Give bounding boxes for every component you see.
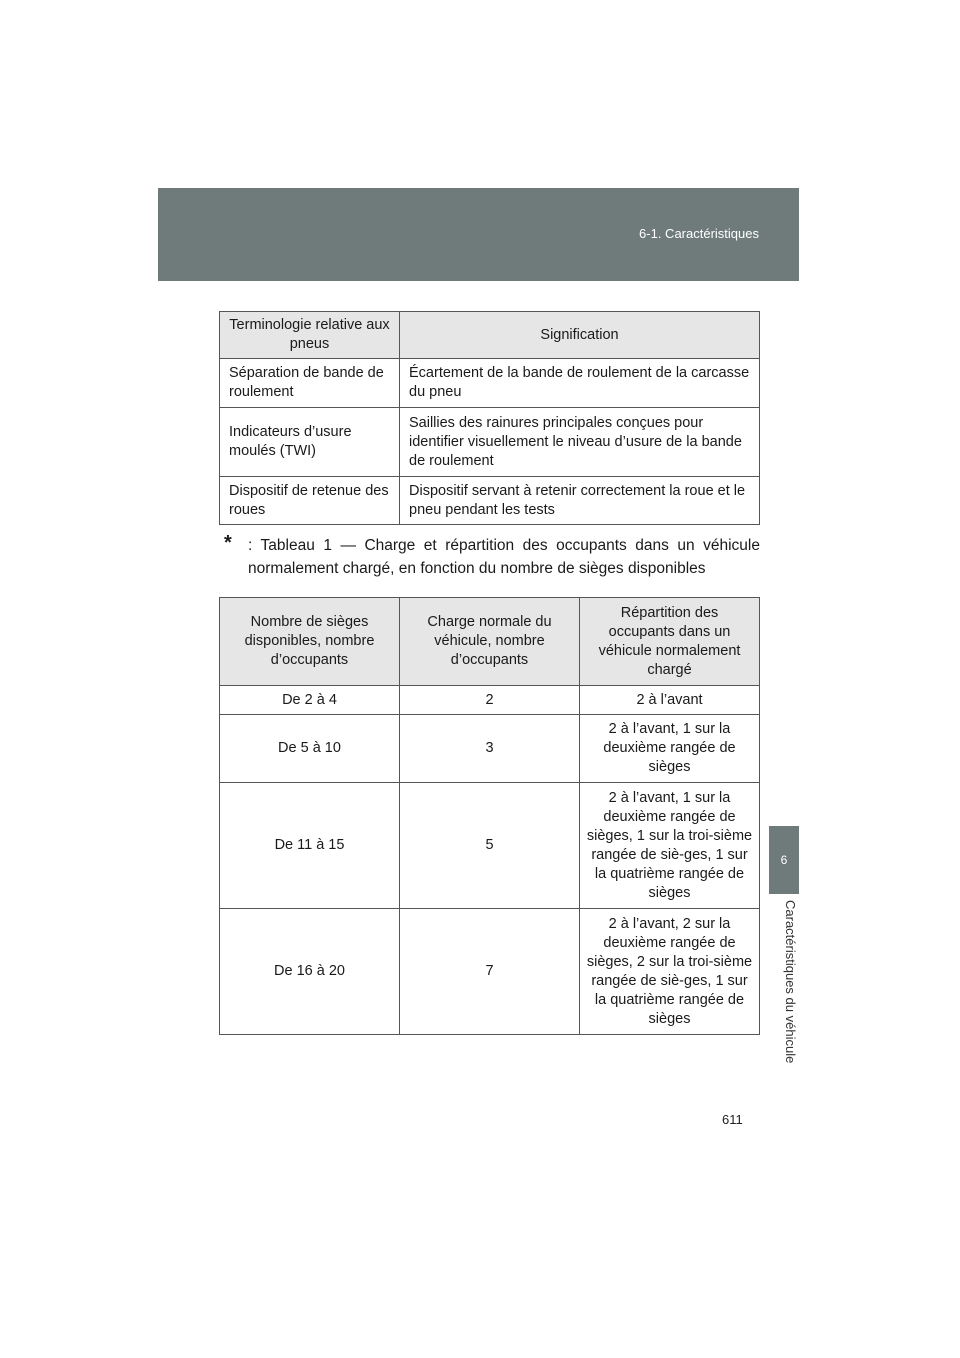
table-cell: Saillies des rainures principales conçues pour identifier visuellement le niveau d’usure de la bande de roulement	[400, 408, 760, 477]
table-cell: Écartement de la bande de roulement de la carcasse du pneu	[400, 359, 760, 408]
table-cell: De 2 à 4	[220, 686, 400, 715]
table-header-cell: Terminologie relative aux pneus	[220, 312, 400, 359]
table-header-row	[220, 312, 760, 359]
note-text: : Tableau 1 — Charge et répartition des occupants dans un véhicule normalement chargé, en fonction du nombre de sièges disponibles	[248, 537, 760, 577]
table-cell: 5	[400, 783, 580, 909]
table-cell: 2 à l’avant, 1 sur la deuxième rangée de sièges, 1 sur la troi-sième rangée de siè-ges, 1 sur la quatrième rangée de sièges	[580, 783, 760, 909]
table-cell: Dispositif de retenue des roues	[220, 477, 400, 525]
tire-terminology-table	[219, 311, 760, 525]
table-header-cell: Répartition des occupants dans un véhicule normalement chargé	[580, 598, 760, 686]
header-band	[158, 188, 799, 281]
table-cell: Séparation de bande de roulement	[220, 359, 400, 408]
table-cell: 7	[400, 909, 580, 1035]
table-header-cell: Signification	[400, 312, 760, 359]
table-cell: De 5 à 10	[220, 715, 400, 783]
table-row	[220, 715, 760, 783]
table-cell: Dispositif servant à retenir correctement la roue et le pneu pendant les tests	[400, 477, 760, 525]
asterisk-marker: *	[224, 532, 232, 554]
table-row	[220, 477, 760, 525]
table-header-cell: Charge normale du véhicule, nombre d’occupants	[400, 598, 580, 686]
occupant-distribution-table	[219, 597, 760, 1035]
page-number: 611	[722, 1112, 743, 1127]
table-cell: 2 à l’avant, 2 sur la deuxième rangée de sièges, 2 sur la troi-sième rangée de siè-ges, 1 sur la quatrième rangée de sièges	[580, 909, 760, 1035]
chapter-tab: 6	[769, 826, 799, 894]
table-row	[220, 783, 760, 909]
table-cell: 2	[400, 686, 580, 715]
table-cell: 3	[400, 715, 580, 783]
table-row	[220, 359, 760, 408]
table-cell: Indicateurs d’usure moulés (TWI)	[220, 408, 400, 477]
table-row	[220, 408, 760, 477]
chapter-label: Caractéristiques du véhicule	[783, 900, 798, 1064]
table-cell: De 11 à 15	[220, 783, 400, 909]
table-row	[220, 686, 760, 715]
table-cell: De 16 à 20	[220, 909, 400, 1035]
table-row	[220, 909, 760, 1035]
table-cell: 2 à l’avant	[580, 686, 760, 715]
table-note	[224, 534, 760, 580]
table-cell: 2 à l’avant, 1 sur la deuxième rangée de sièges	[580, 715, 760, 783]
table-header-row	[220, 598, 760, 686]
table-header-cell: Nombre de sièges disponibles, nombre d’occupants	[220, 598, 400, 686]
section-title: 6-1. Caractéristiques	[639, 226, 759, 241]
